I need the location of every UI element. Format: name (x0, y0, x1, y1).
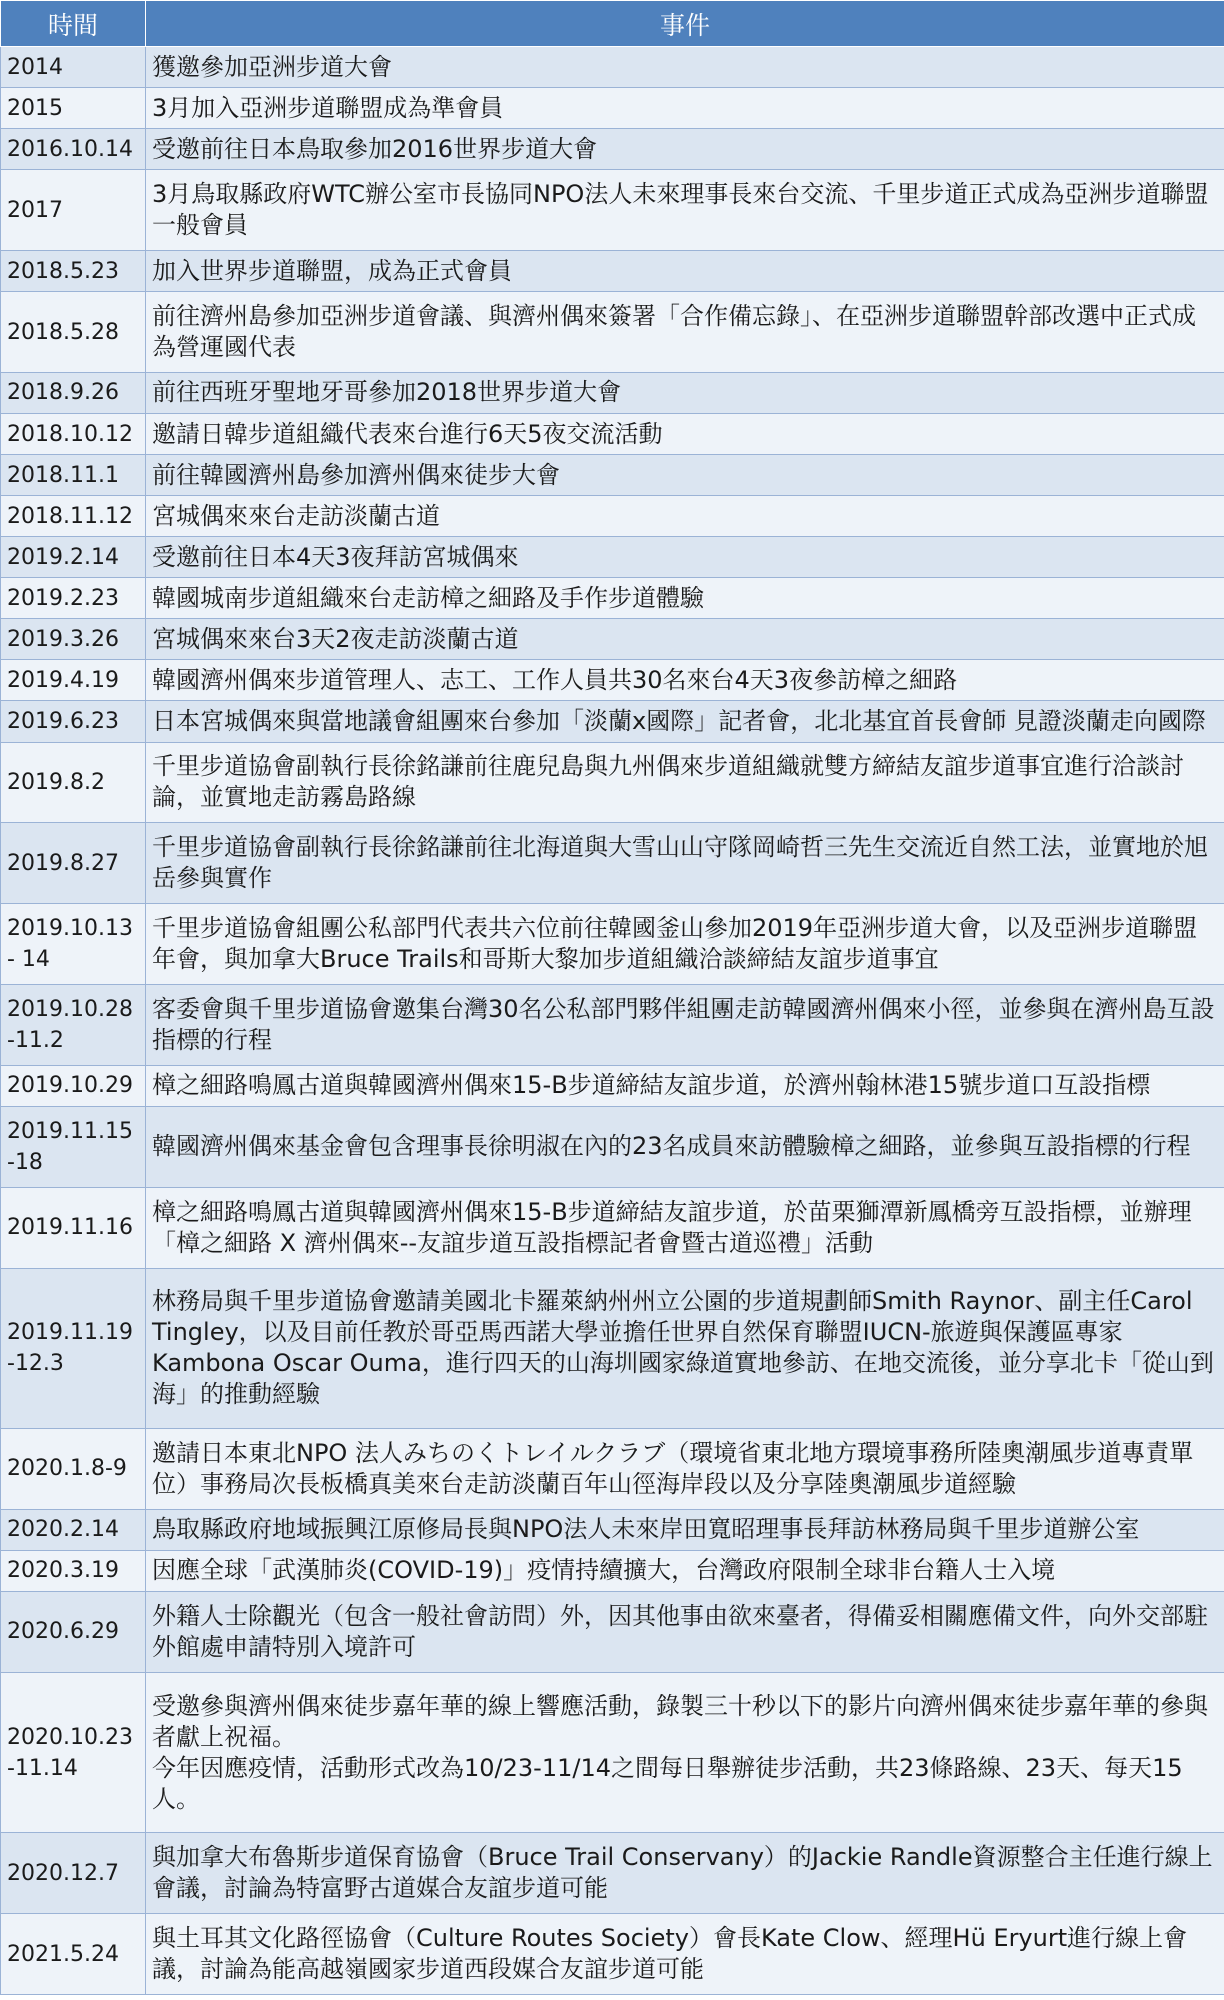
event-text: 樟之細路鳴鳳古道與韓國濟州偶來15-B步道締結友誼步道，於濟州翰林港15號步道口互設指標 (152, 1071, 1151, 1100)
event-date: 2019.2.23 (1, 578, 146, 619)
event-description (146, 1065, 1224, 1106)
event-description (146, 47, 1224, 88)
event-date: 2019.6.23 (1, 701, 146, 742)
event-text: 千里步道協會副執行長徐銘謙前往北海道與大雪山山守隊岡崎哲三先生交流近自然工法，並實地於旭岳參與實作 (152, 833, 1208, 893)
event-description (146, 292, 1224, 373)
event-description (146, 1672, 1224, 1832)
event-text: 韓國濟州偶來步道管理人、志工、工作人員共30名來台4天3夜參訪樟之細路 (152, 665, 958, 694)
table-row (1, 1429, 1224, 1510)
event-date: 2018.11.1 (1, 455, 146, 496)
event-date: 2019.11.15 -18 (1, 1106, 146, 1187)
table-row (1, 455, 1224, 496)
event-text: 林務局與千里步道協會邀請美國北卡羅萊納州州立公園的步道規劃師Smith Raynor、副主任Carol Tingley，以及目前任教於哥亞馬西諾大學並擔任世界自然保育聯盟IUCN-旅遊與保護區專家Kambona Oscar Ouma，進行四天的山海圳國家綠道實地參訪、在地交流後，並分享北卡「從山到海」的推動經驗 (152, 1287, 1214, 1409)
table-body (1, 47, 1224, 1995)
event-text: 邀請日本東北NPO 法人みちのくトレイルクラブ（環境省東北地方環境事務所陸奧潮風步道專責單位）事務局次長板橋真美來台走訪淡蘭百年山徑海岸段以及分享陸奧潮風步道經驗 (152, 1438, 1194, 1498)
table-row (1, 578, 1224, 619)
table-row (1, 1914, 1224, 1995)
event-description (146, 823, 1224, 904)
event-text: 受邀前往日本4天3夜拜訪宮城偶來 (152, 542, 519, 571)
table-row (1, 414, 1224, 455)
table-row (1, 88, 1224, 129)
event-description (146, 1550, 1224, 1591)
event-description (146, 496, 1224, 537)
event-date: 2019.10.13 - 14 (1, 904, 146, 985)
table-row (1, 537, 1224, 578)
event-text: 宮城偶來來台3天2夜走訪淡蘭古道 (152, 624, 519, 653)
event-text: 今年因應疫情，活動形式改為10/23-11/14之間每日舉辦徒步活動，共23條路線、23天、每天15人。 (152, 1753, 1183, 1813)
table-row (1, 129, 1224, 170)
event-description (146, 904, 1224, 985)
event-description (146, 660, 1224, 701)
event-date: 2020.3.19 (1, 1550, 146, 1591)
event-date: 2019.4.19 (1, 660, 146, 701)
event-date: 2019.11.19 -12.3 (1, 1268, 146, 1428)
event-description (146, 1592, 1224, 1673)
event-date: 2016.10.14 (1, 129, 146, 170)
table-row (1, 1106, 1224, 1187)
event-date: 2014 (1, 47, 146, 88)
table-row (1, 1833, 1224, 1914)
event-text: 加入世界步道聯盟，成為正式會員 (152, 256, 512, 285)
table-row (1, 292, 1224, 373)
event-text: 受邀前往日本鳥取參加2016世界步道大會 (152, 134, 598, 163)
event-description (146, 1268, 1224, 1428)
table-row (1, 1672, 1224, 1832)
event-description (146, 251, 1224, 292)
event-text: 與土耳其文化路徑協會（Culture Routes Society）會長Kate Clow、經理Hü Eryurt進行線上會議，討論為能高越嶺國家步道西段媒合友誼步道可能 (152, 1924, 1188, 1984)
event-date: 2019.2.14 (1, 537, 146, 578)
table-row (1, 372, 1224, 413)
event-text: 宮城偶來來台走訪淡蘭古道 (152, 501, 440, 530)
event-date: 2018.9.26 (1, 372, 146, 413)
event-description (146, 1106, 1224, 1187)
event-date: 2017 (1, 170, 146, 251)
event-date: 2020.12.7 (1, 1833, 146, 1914)
table-row (1, 170, 1224, 251)
event-text: 因應全球「武漢肺炎(COVID-19)」疫情持續擴大，台灣政府限制全球非台籍人士入境 (152, 1556, 1056, 1585)
event-description (146, 1509, 1224, 1550)
event-description (146, 372, 1224, 413)
table-row (1, 1065, 1224, 1106)
event-date: 2019.3.26 (1, 619, 146, 660)
table-row (1, 742, 1224, 823)
event-text: 客委會與千里步道協會邀集台灣30名公私部門夥伴組團走訪韓國濟州偶來小徑，並參與在濟州島互設指標的行程 (152, 994, 1215, 1054)
event-date: 2019.10.29 (1, 1065, 146, 1106)
header-row (1, 1, 1224, 47)
table-row (1, 701, 1224, 742)
event-text: 3月鳥取縣政府WTC辦公室市長協同NPO法人未來理事長來台交流、千里步道正式成為亞洲步道聯盟一般會員 (152, 180, 1209, 240)
table-row (1, 1592, 1224, 1673)
event-date: 2018.5.23 (1, 251, 146, 292)
event-date: 2020.10.23 -11.14 (1, 1672, 146, 1832)
event-text: 獲邀參加亞洲步道大會 (152, 52, 392, 81)
event-description (146, 619, 1224, 660)
event-text: 與加拿大布魯斯步道保育協會（Bruce Trail Conservany）的Jackie Randle資源整合主任進行線上會議，討論為特富野古道媒合友誼步道可能 (152, 1843, 1213, 1903)
event-description (146, 88, 1224, 129)
table-header (1, 1, 1224, 47)
event-date: 2020.1.8-9 (1, 1429, 146, 1510)
event-text: 鳥取縣政府地域振興江原修局長與NPO法人未來岸田寬昭理事長拜訪林務局與千里步道辦公室 (152, 1515, 1140, 1544)
table-row (1, 660, 1224, 701)
event-text: 前往西班牙聖地牙哥參加2018世界步道大會 (152, 378, 622, 407)
event-description (146, 537, 1224, 578)
event-text: 韓國城南步道組織來台走訪樟之細路及手作步道體驗 (152, 583, 704, 612)
event-description (146, 1914, 1224, 1995)
event-description (146, 742, 1224, 823)
event-date: 2020.2.14 (1, 1509, 146, 1550)
event-text: 前往濟州島參加亞洲步道會議、與濟州偶來簽署「合作備忘錄」、在亞洲步道聯盟幹部改選中正式成為營運國代表 (152, 302, 1196, 362)
event-description (146, 129, 1224, 170)
table-row (1, 823, 1224, 904)
table-row (1, 1509, 1224, 1550)
table-row (1, 985, 1224, 1066)
event-description (146, 578, 1224, 619)
table-row (1, 47, 1224, 88)
event-description (146, 1833, 1224, 1914)
table-row (1, 904, 1224, 985)
event-text: 千里步道協會組團公私部門代表共六位前往韓國釜山參加2019年亞洲步道大會，以及亞洲步道聯盟年會，與加拿大Bruce Trails和哥斯大黎加步道組織洽談締結友誼步道事宜 (152, 914, 1198, 974)
table-row (1, 496, 1224, 537)
event-text: 受邀參與濟州偶來徒步嘉年華的線上響應活動，錄製三十秒以下的影片向濟州偶來徒步嘉年華的參與者獻上祝福。 (152, 1691, 1208, 1751)
event-description (146, 414, 1224, 455)
event-date: 2015 (1, 88, 146, 129)
event-description (146, 1429, 1224, 1510)
event-text: 千里步道協會副執行長徐銘謙前往鹿兒島與九州偶來步道組織就雙方締結友誼步道事宜進行洽談討論，並實地走訪霧島路線 (152, 752, 1184, 812)
table-row (1, 1268, 1224, 1428)
event-date: 2019.11.16 (1, 1187, 146, 1268)
event-date: 2019.10.28 -11.2 (1, 985, 146, 1066)
event-text: 3月加入亞洲步道聯盟成為準會員 (152, 93, 504, 122)
event-description (146, 1187, 1224, 1268)
table-row (1, 251, 1224, 292)
event-text: 外籍人士除觀光（包含一般社會訪問）外，因其他事由欲來臺者，得備妥相關應備文件，向外交部駐外館處申請特別入境許可 (152, 1601, 1208, 1661)
event-text: 日本宮城偶來與當地議會組團來台參加「淡蘭x國際」記者會，北北基宜首長會師 見證淡蘭走向國際 (152, 706, 1206, 735)
event-text: 樟之細路鳴鳳古道與韓國濟州偶來15-B步道締結友誼步道，於苗栗獅潭新鳳橋旁互設指標，並辦理「樟之細路 X 濟州偶來--友誼步道互設指標記者會暨古道巡禮」活動 (152, 1197, 1192, 1257)
table-row (1, 619, 1224, 660)
event-description (146, 170, 1224, 251)
column-header-event: 事件 (146, 1, 1224, 47)
event-text: 前往韓國濟州島參加濟州偶來徒步大會 (152, 460, 560, 489)
event-text: 邀請日韓步道組織代表來台進行6天5夜交流活動 (152, 419, 663, 448)
event-date: 2018.10.12 (1, 414, 146, 455)
event-date: 2019.8.27 (1, 823, 146, 904)
table-row (1, 1187, 1224, 1268)
column-header-time: 時間 (1, 1, 146, 47)
event-text: 韓國濟州偶來基金會包含理事長徐明淑在內的23名成員來訪體驗樟之細路，並參與互設指標的行程 (152, 1132, 1191, 1161)
event-description (146, 985, 1224, 1066)
event-date: 2021.5.24 (1, 1914, 146, 1995)
event-description (146, 701, 1224, 742)
event-date: 2018.5.28 (1, 292, 146, 373)
event-date: 2020.6.29 (1, 1592, 146, 1673)
table-row (1, 1550, 1224, 1591)
event-date: 2018.11.12 (1, 496, 146, 537)
event-date: 2019.8.2 (1, 742, 146, 823)
event-description (146, 455, 1224, 496)
